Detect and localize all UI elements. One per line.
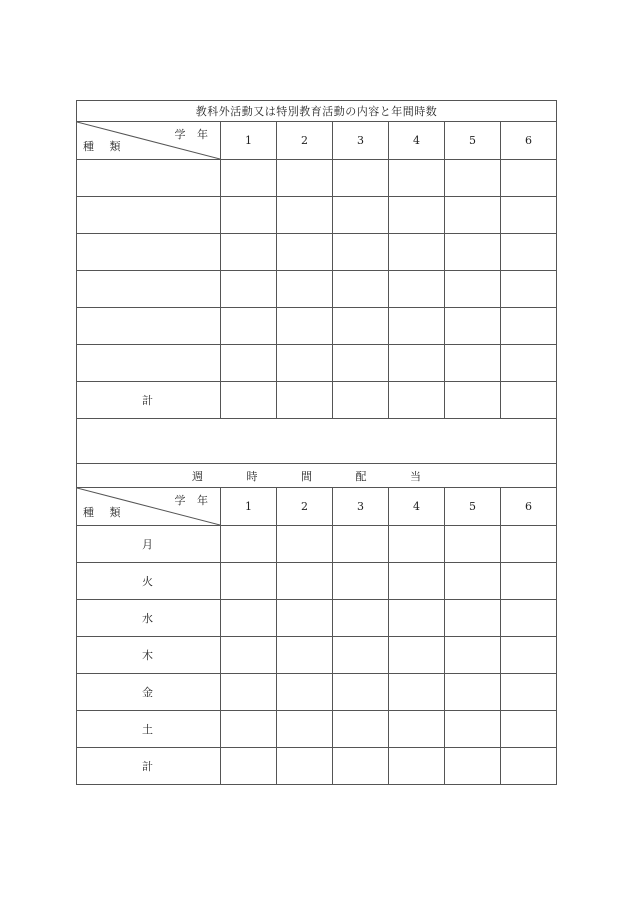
activity-row <box>77 160 557 197</box>
total-cell[interactable] <box>445 382 501 419</box>
hours-cell[interactable] <box>501 308 557 345</box>
hours-cell[interactable] <box>501 637 557 674</box>
total-cell[interactable] <box>445 748 501 785</box>
activity-row <box>77 234 557 271</box>
hours-cell[interactable] <box>333 160 389 197</box>
activity-row <box>77 308 557 345</box>
hours-cell[interactable] <box>389 234 445 271</box>
section1-total-row <box>77 382 557 419</box>
day-row-fri <box>77 674 557 711</box>
hours-cell[interactable] <box>277 526 333 563</box>
hours-cell[interactable] <box>221 563 277 600</box>
grade-col-5: 5 <box>445 122 501 160</box>
section2-total-label: 計 <box>77 748 221 785</box>
hours-cell[interactable] <box>389 674 445 711</box>
hours-cell[interactable] <box>277 234 333 271</box>
hours-cell[interactable] <box>333 234 389 271</box>
hours-cell[interactable] <box>221 197 277 234</box>
hours-cell[interactable] <box>389 637 445 674</box>
day-label: 土 <box>77 711 221 748</box>
hours-cell[interactable] <box>445 160 501 197</box>
hours-cell[interactable] <box>277 711 333 748</box>
type-header-label: 種 類 <box>83 140 127 153</box>
hours-cell[interactable] <box>389 308 445 345</box>
grade-col-1: 1 <box>221 488 277 526</box>
hours-cell[interactable] <box>445 674 501 711</box>
hours-cell[interactable] <box>389 271 445 308</box>
grade-header-label: 学 年 <box>174 128 212 141</box>
hours-cell[interactable] <box>501 234 557 271</box>
hours-cell[interactable] <box>333 526 389 563</box>
day-label: 火 <box>77 563 221 600</box>
grade-col-6: 6 <box>501 122 557 160</box>
hours-cell[interactable] <box>501 345 557 382</box>
section1-total-label: 計 <box>77 382 221 419</box>
hours-cell[interactable] <box>445 637 501 674</box>
hours-cell[interactable] <box>277 345 333 382</box>
hours-cell[interactable] <box>333 271 389 308</box>
activity-name-cell[interactable] <box>77 308 221 345</box>
grade-col-3: 3 <box>333 488 389 526</box>
total-cell[interactable] <box>389 748 445 785</box>
section1-title: 教科外活動又は特別教育活動の内容と年間時数 <box>77 101 557 122</box>
spacer-cell <box>77 419 557 464</box>
hours-cell[interactable] <box>333 637 389 674</box>
hours-cell[interactable] <box>277 160 333 197</box>
hours-cell[interactable] <box>333 563 389 600</box>
activity-name-cell[interactable] <box>77 160 221 197</box>
activity-name-cell[interactable] <box>77 197 221 234</box>
day-row-thu <box>77 637 557 674</box>
spacer-row <box>77 419 557 464</box>
hours-cell[interactable] <box>333 197 389 234</box>
grade-col-4: 4 <box>389 488 445 526</box>
grade-col-2: 2 <box>277 488 333 526</box>
total-cell[interactable] <box>389 382 445 419</box>
hours-cell[interactable] <box>221 711 277 748</box>
activity-name-cell[interactable] <box>77 234 221 271</box>
hours-cell[interactable] <box>221 160 277 197</box>
hours-cell[interactable] <box>501 526 557 563</box>
hours-cell[interactable] <box>445 234 501 271</box>
activity-name-cell[interactable] <box>77 345 221 382</box>
hours-cell[interactable] <box>389 563 445 600</box>
hours-cell[interactable] <box>501 271 557 308</box>
hours-cell[interactable] <box>277 197 333 234</box>
day-label: 木 <box>77 637 221 674</box>
day-row-mon <box>77 526 557 563</box>
hours-cell[interactable] <box>221 345 277 382</box>
hours-cell[interactable] <box>221 674 277 711</box>
hours-cell[interactable] <box>221 271 277 308</box>
day-label: 月 <box>77 526 221 563</box>
total-cell[interactable] <box>333 382 389 419</box>
total-cell[interactable] <box>501 382 557 419</box>
hours-cell[interactable] <box>445 345 501 382</box>
hours-cell[interactable] <box>445 197 501 234</box>
hours-cell[interactable] <box>221 526 277 563</box>
grade-col-5: 5 <box>445 488 501 526</box>
hours-cell[interactable] <box>389 197 445 234</box>
hours-cell[interactable] <box>333 345 389 382</box>
type-header-label: 種 類 <box>83 506 127 519</box>
section2-title: 週 時 間 配 当 <box>77 464 557 488</box>
hours-cell[interactable] <box>389 711 445 748</box>
hours-cell[interactable] <box>445 526 501 563</box>
total-cell[interactable] <box>221 748 277 785</box>
schedule-form-table <box>76 100 557 785</box>
hours-cell[interactable] <box>277 563 333 600</box>
activity-row <box>77 345 557 382</box>
hours-cell[interactable] <box>277 271 333 308</box>
grade-col-4: 4 <box>389 122 445 160</box>
hours-cell[interactable] <box>277 674 333 711</box>
hours-cell[interactable] <box>445 563 501 600</box>
grade-col-1: 1 <box>221 122 277 160</box>
day-label: 金 <box>77 674 221 711</box>
hours-cell[interactable] <box>333 600 389 637</box>
grade-header-label: 学 年 <box>174 494 212 507</box>
hours-cell[interactable] <box>221 637 277 674</box>
total-cell[interactable] <box>277 748 333 785</box>
total-cell[interactable] <box>277 382 333 419</box>
hours-cell[interactable] <box>445 271 501 308</box>
hours-cell[interactable] <box>445 308 501 345</box>
hours-cell[interactable] <box>277 600 333 637</box>
hours-cell[interactable] <box>277 308 333 345</box>
day-row-tue <box>77 563 557 600</box>
grade-col-6: 6 <box>501 488 557 526</box>
hours-cell[interactable] <box>501 563 557 600</box>
hours-cell[interactable] <box>277 637 333 674</box>
hours-cell[interactable] <box>333 674 389 711</box>
day-row-wed <box>77 600 557 637</box>
hours-cell[interactable] <box>501 197 557 234</box>
hours-cell[interactable] <box>221 308 277 345</box>
hours-cell[interactable] <box>221 600 277 637</box>
activity-row <box>77 197 557 234</box>
hours-cell[interactable] <box>221 234 277 271</box>
hours-cell[interactable] <box>389 345 445 382</box>
day-label: 水 <box>77 600 221 637</box>
section2-total-row <box>77 748 557 785</box>
hours-cell[interactable] <box>389 160 445 197</box>
activity-name-cell[interactable] <box>77 271 221 308</box>
activity-row <box>77 271 557 308</box>
hours-cell[interactable] <box>501 674 557 711</box>
hours-cell[interactable] <box>445 711 501 748</box>
hours-cell[interactable] <box>333 308 389 345</box>
day-row-sat <box>77 711 557 748</box>
section1-corner-header <box>77 122 221 160</box>
section1-header-row <box>77 122 557 160</box>
section2-corner-header <box>77 488 221 526</box>
grade-col-2: 2 <box>277 122 333 160</box>
hours-cell[interactable] <box>389 526 445 563</box>
total-cell[interactable] <box>221 382 277 419</box>
hours-cell[interactable] <box>445 600 501 637</box>
hours-cell[interactable] <box>501 711 557 748</box>
hours-cell[interactable] <box>333 711 389 748</box>
grade-col-3: 3 <box>333 122 389 160</box>
hours-cell[interactable] <box>389 600 445 637</box>
hours-cell[interactable] <box>501 600 557 637</box>
section2-header-row <box>77 488 557 526</box>
total-cell[interactable] <box>333 748 389 785</box>
hours-cell[interactable] <box>501 160 557 197</box>
total-cell[interactable] <box>501 748 557 785</box>
